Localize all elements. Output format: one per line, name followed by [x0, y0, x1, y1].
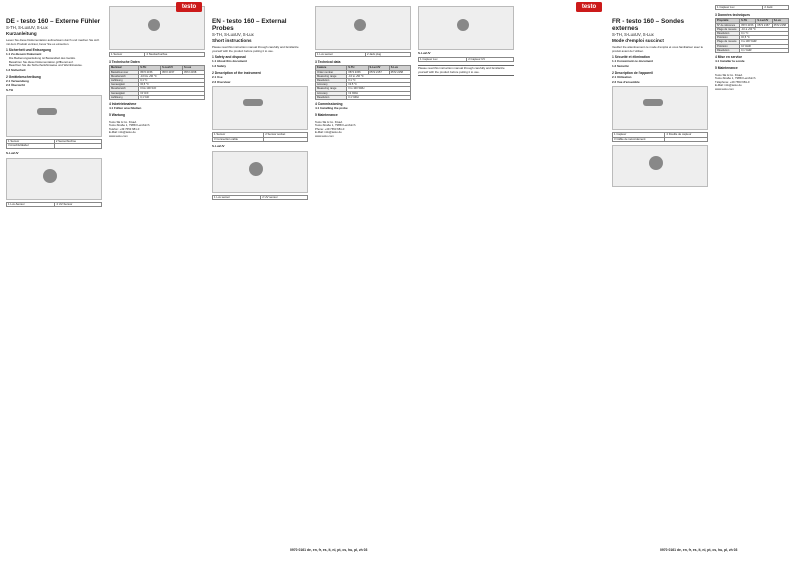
table-cell: -10 à +50 °C [740, 27, 789, 31]
bullet-item: Die Bedienungsanleitung ist Bestandteil des Geräts. [9, 55, 76, 60]
bullet-item: Beachten Sie die Sicherheitshinweise und Warnhinweise. [9, 63, 83, 68]
note-text: Please read this instruction manual through carefully and familiarize yourself with the product before putting it to use. [418, 66, 505, 74]
address-line: Testo SE & Co. KGaA [715, 72, 743, 77]
table-cell: 0.1 %RH [347, 95, 411, 99]
table-row [716, 23, 789, 27]
probe-sluxuv-photo [6, 158, 102, 200]
table-cell: 0572 2158 [183, 70, 205, 74]
table-cell: 0572 2156 [347, 70, 368, 74]
table-header: S-Lux [183, 66, 205, 70]
column-fr-tech [715, 4, 789, 557]
table-cell: -10 bis +50 °C [139, 74, 205, 78]
section-install-fr: 4.1 Installer la sonde [715, 59, 745, 64]
section-tech-fr: 3 Données techniques [715, 13, 750, 18]
column-fr-intro [418, 4, 514, 557]
table-cell: Accuracy [316, 91, 347, 95]
legend-item: 3 Câble de raccordement [613, 137, 665, 141]
section-overview-en: 2.2 Overview [212, 79, 231, 84]
section-overview-de: 2.2 Übersicht [6, 83, 25, 88]
legend-sth-fr [612, 132, 708, 142]
legend-item: 1 Capteur Lux [419, 57, 467, 61]
table-cell: 0572 2158 [389, 70, 410, 74]
address-line: E-Mail: info@testo.de [315, 130, 342, 135]
section-use-fr: 2.1 Utilisation [612, 74, 632, 79]
table-header: S-TH [347, 66, 368, 70]
doc-subtitle-de: S-TH, S-LuxUV, S-Lux [6, 25, 48, 30]
table-cell: 0572 2157 [756, 23, 772, 27]
table-cell: 0,1 °C [139, 79, 205, 83]
table-cell: ±0.5 °C [347, 83, 411, 87]
table-cell: 0.1 °C [347, 79, 411, 83]
probe-slux-photo [418, 6, 514, 50]
section-install-en: 4.1 Installing the probe [315, 106, 348, 111]
address-line: Testo-Straße 1, 79853 Lenzkirch [715, 76, 756, 81]
probe-sth-photo [612, 86, 708, 130]
section-maintenance-en: 5 Maintenance [315, 112, 338, 117]
table-header: S-LuxUV [756, 19, 772, 23]
address-line: Testo-Straße 1, 79853 Lenzkirch [315, 123, 356, 128]
table-row [316, 95, 411, 99]
table-cell: Auflösung [110, 79, 139, 83]
legend-item: 3 Connection cable [213, 137, 264, 141]
table-cell: 0572 2156 [740, 23, 756, 27]
doc-label-en: Short instructions [212, 38, 252, 43]
probe-slux-photo [315, 6, 411, 50]
fr-legend-title: S-LuxUV [418, 51, 431, 55]
table-cell: 0 à 100 %HR [740, 40, 789, 44]
tech-table-fr [715, 18, 789, 53]
tech-table-en [315, 65, 411, 100]
section-commissioning-de: 4 Inbetriebnahme [109, 102, 137, 107]
section-use-de: 2.1 Verwendung [6, 78, 29, 83]
table-cell: Messbereich [110, 74, 139, 78]
section-description-de: 2 Gerätebeschreibung [6, 74, 41, 79]
table-cell: 0572 2158 [772, 23, 788, 27]
legend-slux-en [315, 52, 411, 57]
probe-sth-photo [6, 95, 102, 137]
section-security-en: 1.2 Safety [212, 63, 227, 68]
table-cell: Résolution [716, 48, 740, 52]
table-cell: 0,1 °C [740, 32, 789, 36]
legend-item: 1 Sensor [213, 133, 264, 137]
section-description-fr: 2 Description de l'appareil [612, 70, 653, 75]
legend-item: 1 Lux-Sensor [7, 202, 55, 206]
probe-sluxuv-photo [212, 151, 308, 193]
table-header: S-Lux [772, 19, 788, 23]
intro-de: Lesen Sie diese Dokumentation aufmerksam durch und machen Sie sich mit dem Produkt vertraut, bevor Sie es einsetzen. [6, 38, 100, 46]
legend-sth-de [6, 139, 102, 149]
doc-title-de: DE - testo 160 – Externe Fühler [6, 18, 101, 25]
legend-item: 1 Capteur Lux [716, 6, 763, 10]
section-document-fr: 1.1 Concernant ce document [612, 59, 654, 64]
table-header: S-LuxUV [368, 66, 389, 70]
footer-doc-number: 0970 0161 de, en, fr, es, it, nl, pt, cs, hu, pl, zh 03 [290, 548, 368, 552]
table-header: Propriété [716, 19, 740, 23]
table-cell: -10 to +50 °C [347, 74, 411, 78]
bullet-item: Bewahren Sie diese Dokumentation griffbereit auf. [9, 59, 74, 64]
table-cell: Measuring range [316, 87, 347, 91]
address-line: Téléphone: +49 7653 681-0 [715, 79, 750, 84]
table-cell: 0572 2157 [161, 70, 183, 74]
legend-sluxuv-en [212, 195, 308, 200]
table-cell: Auflösung [110, 95, 139, 99]
doc-title-en: EN - testo 160 – External Probes [212, 18, 287, 32]
doc-label-de: Kurzanleitung [6, 31, 37, 36]
address-fr [715, 74, 789, 92]
table-cell: ±2 %rF [139, 91, 205, 95]
tech-table-de [109, 65, 205, 100]
legend-item: 3 Anschlußkabel [7, 144, 55, 148]
section-security-fr: 1.2 Sécurité [612, 63, 629, 68]
table-header: S-LuxUV [161, 66, 183, 70]
probe-label-sth: S-TH [6, 88, 13, 93]
table-cell: Genauigkeit [110, 91, 139, 95]
table-cell: 0 bis 100 %rF [139, 87, 205, 91]
legend-item: 2 Steckerbuchse [145, 53, 205, 57]
table-cell: Resolution [316, 95, 347, 99]
table-cell: N° de référence [716, 23, 740, 27]
section-commissioning-fr: 4 Mise en service [715, 55, 743, 60]
table-cell: Plage de mesure [716, 27, 740, 31]
legend-item: 2 Sensor socket [264, 133, 308, 137]
section-tech-en: 3 Technical data [315, 60, 341, 65]
table-cell: Plage de mesure [716, 40, 740, 44]
table-cell: Order number [316, 70, 347, 74]
table-cell: Précision [716, 44, 740, 48]
address-line: www.testo.com [715, 86, 734, 91]
doc-label-fr: Mode d'emploi succinct [612, 38, 664, 43]
address-en [315, 121, 411, 139]
table-cell: ±0,5 °C [740, 36, 789, 40]
section-commissioning-en: 4 Commissioning [315, 102, 343, 107]
address-line: E-Mail: info@testo.de [715, 83, 742, 88]
address-line: Testo SE & Co. KGaA [109, 119, 137, 124]
intro-en: Please read this instruction manual through carefully and familiarize yourself with the product before putting it to use. [212, 45, 299, 53]
address-line: E-Mail: info@testo.de [109, 130, 136, 135]
legend-item: 2 UV-Sensor [55, 202, 102, 206]
section-description-en: 2 Description of the instrument [212, 70, 261, 75]
probe-sluxuv-photo [612, 145, 708, 187]
table-header: Merkmal [110, 66, 139, 70]
doc-subtitle-en: S-TH, S-LuxUV, S-Lux [212, 32, 254, 37]
table-cell: Bestellnummer [110, 70, 139, 74]
legend-item: 2 UV sensor [261, 195, 308, 199]
address-line: Telefon: +49 7653 681-0 [109, 126, 140, 131]
info-note [418, 65, 514, 76]
legend-item: 1 Lux sensor [316, 53, 366, 57]
legend-slux-fr [715, 5, 789, 10]
address-line: Testo-Straße 1, 79853 Lenzkirch [109, 123, 150, 128]
legend-item: 2 Jack plug [365, 53, 410, 57]
section-safety-en: 1 Safety and disposal [212, 55, 246, 60]
testo-logo: testo [576, 2, 602, 12]
legend-item: 2 Sensorbuchse [54, 139, 101, 143]
legend-sluxuv-fr [418, 57, 514, 62]
legend-slux-de [109, 52, 205, 57]
table-header: Feature [316, 66, 347, 70]
section-maintenance-fr: 5 Maintenance [715, 65, 738, 70]
table-cell: ±0,5 °C [139, 83, 205, 87]
table-cell: 0,1 %rF [139, 95, 205, 99]
testo-logo: testo [176, 2, 202, 12]
column-en [212, 4, 308, 557]
table-row [110, 95, 205, 99]
legend-sth-en [212, 132, 308, 142]
table-cell: ±2 %HR [740, 44, 789, 48]
table-cell: Measuring range [316, 74, 347, 78]
table-cell: Genauigkeit [110, 83, 139, 87]
table-header: S-TH [139, 66, 161, 70]
table-header: S-Lux [389, 66, 410, 70]
probe-slux-photo [109, 6, 205, 50]
section-install-de: 4.1 Fühler anschließen [109, 106, 142, 111]
doc-title-fr: FR - testo 160 – Sondes externes [612, 18, 685, 32]
table-cell: Précision [716, 36, 740, 40]
footer-doc-number: 0970 0161 de, en, fr, es, it, nl, pt, cs, hu, pl, zh 03 [660, 548, 738, 552]
probe-sth-photo [212, 86, 308, 130]
column-de-tech [109, 4, 205, 557]
address-de [109, 121, 205, 139]
address-line: www.testo.com [315, 133, 334, 138]
section-tech-de: 3 Technische Daten [109, 60, 140, 65]
table-cell: 0572 2157 [368, 70, 389, 74]
legend-item: 1 Sensor [7, 139, 55, 143]
legend-item: 1 Capteur [613, 133, 665, 137]
table-cell: Resolution [316, 79, 347, 83]
table-cell: Accuracy [316, 83, 347, 87]
section-document-de: 1.1 Zu diesem Dokument [6, 52, 42, 57]
table-cell: 0572 2156 [139, 70, 161, 74]
table-cell: Résolution [716, 32, 740, 36]
legend-sluxuv-de [6, 202, 102, 207]
table-cell: 0 to 100 %RH [347, 87, 411, 91]
address-line: Testo SE & Co. KGaA [315, 119, 343, 124]
doc-subtitle-fr: S-TH, S-LuxUV, S-Lux [612, 32, 654, 37]
section-safety-fr: 1 Sécurité et élimination [612, 55, 650, 60]
section-use-en: 2.1 Use [212, 74, 223, 79]
legend-item: 1 Lux sensor [213, 195, 261, 199]
table-cell: 0,1 %HR [740, 48, 789, 52]
section-overview-fr: 2.2 Vue d'ensemble [612, 79, 640, 84]
column-fr [612, 4, 708, 557]
probe-label-sluxuv: S-LuxUV [6, 150, 19, 155]
section-document-en: 1.1 About this document [212, 59, 247, 64]
column-de [6, 4, 102, 557]
address-line: www.testo.com [109, 133, 128, 138]
address-line: Phone: +49 7653 681-0 [315, 126, 345, 131]
section-safety-de: 1 Sicherheit und Entsorgung [6, 48, 52, 53]
column-en-tech [315, 4, 411, 557]
legend-item: 2 Douille de capteur [665, 133, 708, 137]
section-maintenance-de: 5 Wartung [109, 112, 125, 117]
table-row [716, 48, 789, 52]
table-header: S-TH [740, 19, 756, 23]
table-cell: Messbereich [110, 87, 139, 91]
legend-item: 1 Sensor [110, 53, 145, 57]
section-security-de: 1.2 Sicherheit [6, 67, 26, 72]
legend-item: 2 Jack [763, 6, 789, 10]
table-cell: ±2 %RH [347, 91, 411, 95]
intro-fr: Veuillez lire attentivement ce mode d'emploi et vous familiariser avec le produit avant de l'utiliser. [612, 45, 704, 53]
probe-label-sluxuv: S-LuxUV [212, 144, 225, 149]
legend-item: 2 Capteur UV [467, 57, 514, 61]
